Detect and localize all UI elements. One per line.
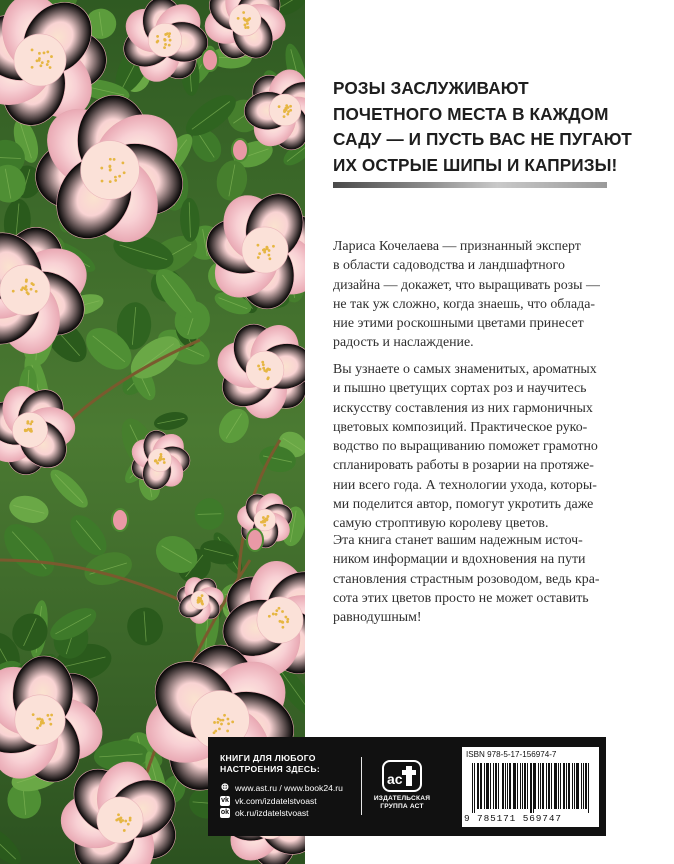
publisher-links [220, 782, 370, 820]
stamen [109, 169, 112, 172]
stamen [27, 292, 30, 295]
barcode-bar [548, 763, 549, 809]
stamen [260, 521, 263, 524]
stamen [160, 453, 163, 456]
barcode-bar [563, 763, 564, 809]
stamen [122, 161, 125, 164]
stamen [272, 245, 275, 248]
barcode-bar [502, 763, 503, 809]
barcode-bar [542, 763, 543, 809]
barcode-bar [493, 763, 494, 809]
barcode-bar [560, 763, 561, 809]
link-text: ok.ru/izdatelstvoast [235, 808, 309, 819]
headline-line: ПОЧЕТНОГО МЕСТА В КАЖДОМ [333, 103, 609, 124]
stamen [163, 461, 166, 464]
stamen [168, 35, 171, 38]
stamen [262, 516, 265, 519]
roses-illustration [0, 0, 305, 864]
text-line: цветовых композиций. Практическое руко- [333, 419, 588, 435]
barcode-bar [581, 763, 582, 809]
text-line: дизайна — докажет, что выращивать розы — [333, 277, 600, 293]
stamen [108, 165, 111, 168]
stamen [244, 24, 247, 27]
stamen [289, 105, 292, 108]
ast-logo [371, 760, 433, 811]
cover-photo-roses [0, 0, 305, 864]
barcode-bar [481, 763, 482, 809]
stamen [156, 41, 159, 44]
stamen [219, 719, 222, 722]
barcode-bar [577, 763, 578, 809]
stamen [46, 51, 49, 54]
stamen [156, 35, 159, 38]
stamen [267, 515, 270, 518]
stamen [129, 819, 132, 822]
rose-bud [247, 529, 263, 551]
text-line: ние этими роскошными цветами принесет [333, 316, 584, 332]
barcode-bar [558, 763, 559, 809]
stamen [283, 115, 286, 118]
stamen [286, 618, 289, 621]
stamen [227, 718, 230, 721]
stamen [124, 820, 127, 823]
isbn-text: ISBN 978-5-17-156974-7 [466, 750, 557, 759]
stamen [283, 110, 286, 113]
stamen [199, 597, 202, 600]
band-title-line: КНИГИ ДЛЯ ЛЮБОГО [220, 753, 316, 763]
stamen [220, 723, 223, 726]
barcode-bar [514, 763, 515, 809]
text-line: водство по выращиванию поможет грамотно [333, 439, 598, 455]
stamen [284, 616, 287, 619]
stamen [113, 158, 116, 161]
ast-logo-mark [382, 760, 422, 792]
stamen [258, 252, 261, 255]
band-title [220, 753, 320, 775]
caption-line: ИЗДАТЕЛЬСКАЯ [373, 795, 431, 802]
website-link[interactable] [220, 782, 370, 795]
stamen [279, 620, 282, 623]
stamen [286, 113, 289, 116]
stamen [41, 61, 44, 64]
barcode-bar [510, 763, 511, 809]
text-line: ником информации и вдохновения на пути [333, 552, 586, 568]
stamen [201, 594, 204, 597]
stamen [275, 613, 278, 616]
stamen [262, 367, 265, 370]
stamen [115, 819, 118, 822]
stamen [213, 731, 216, 734]
barcode-bar [498, 763, 499, 809]
stamen [26, 420, 29, 423]
barcode-bar [555, 763, 556, 809]
stamen [47, 60, 50, 63]
stamen [31, 420, 34, 423]
barcode-bar [524, 763, 525, 809]
barcode-bar [569, 763, 570, 809]
caption-line: ГРУППА АСТ [380, 803, 424, 811]
barcode-bar [566, 763, 567, 809]
barcode-bar [480, 763, 481, 809]
barcode-bar [576, 763, 577, 809]
stamen [31, 49, 34, 52]
barcode-bar [477, 763, 478, 809]
barcode-bar [490, 763, 491, 809]
stamen [263, 251, 266, 254]
stamen [49, 66, 52, 69]
stamen [109, 158, 112, 161]
barcode-bar [507, 763, 508, 809]
barcode-bar [531, 763, 532, 813]
stamen [31, 66, 34, 69]
stamen [50, 55, 53, 58]
text-line: искусству составления из них гармоничных [333, 400, 593, 416]
stamen [114, 176, 117, 179]
barcode-bar [538, 763, 539, 809]
barcode-bar [509, 763, 510, 809]
stamen [163, 38, 166, 41]
barcode-bar [517, 763, 518, 809]
barcode-bar [478, 763, 479, 809]
barcode-bar [522, 763, 523, 809]
stamen [259, 368, 262, 371]
barcode-bar [549, 763, 550, 809]
stamen [286, 620, 289, 623]
stamen [285, 104, 288, 107]
stamen [257, 256, 260, 259]
stamen [246, 22, 249, 25]
barcode-bar [496, 763, 497, 809]
stamen [35, 290, 38, 293]
stamen [263, 524, 266, 527]
headline-line: САДУ — И ПУСТЬ ВАС НЕ ПУГАЮТ [333, 129, 632, 149]
svg-text:ас: ас [387, 771, 403, 787]
stamen [118, 175, 121, 178]
barcode-bar [530, 763, 531, 813]
stamen [197, 601, 200, 604]
stamen [289, 109, 292, 112]
barcode-bar [487, 763, 488, 809]
stamen [267, 254, 270, 257]
vk-icon: vk [221, 796, 229, 804]
publisher-caption [371, 795, 433, 811]
ok-icon: ok [220, 809, 230, 817]
barcode-bar [586, 763, 587, 809]
stamen [156, 462, 159, 465]
stamen [281, 610, 284, 613]
stamen [121, 819, 124, 822]
barcode-bar [527, 763, 528, 809]
text-line: нии всего года. А технологии ухода, которы- [333, 477, 597, 493]
vk-link[interactable] [220, 795, 370, 808]
stamen [244, 26, 247, 29]
paragraph-closing [333, 531, 633, 627]
text-line: радость и наслаждение. [333, 335, 474, 351]
stamen [25, 278, 28, 281]
stamen [50, 714, 53, 717]
stamen [257, 365, 260, 368]
stamen [268, 615, 271, 618]
barcode-bar [556, 763, 557, 809]
stamen [38, 52, 41, 55]
rose-bud [232, 139, 248, 161]
isbn-barcode [462, 747, 599, 827]
barcode-bar [546, 763, 547, 809]
headline [333, 76, 633, 178]
stamen [159, 459, 162, 462]
stamen [226, 730, 229, 733]
stamen [49, 723, 52, 726]
stamen [213, 721, 216, 724]
stamen [43, 51, 46, 54]
stamen [237, 17, 240, 20]
stamen [164, 43, 167, 46]
stamen [32, 713, 35, 716]
text-line: равнодушным! [333, 610, 422, 626]
barcode-bar [513, 763, 514, 809]
barcode-bar [533, 763, 534, 813]
barcode-bar [484, 763, 485, 809]
barcode-bar [583, 763, 584, 809]
stamen [123, 171, 126, 174]
barcode-bar [588, 763, 589, 813]
stamen [282, 626, 285, 629]
stamen [100, 167, 103, 170]
stamen [12, 290, 15, 293]
stamen [223, 714, 226, 717]
text-line: становления страстным розоводом, ведь кра- [333, 571, 600, 587]
barcode-bars [472, 763, 590, 813]
stamen [261, 361, 264, 364]
barcode-bar [505, 763, 506, 809]
stamen [263, 248, 266, 251]
text-line: Вы узнаете о самых знаменитых, ароматных [333, 362, 597, 377]
stamen [46, 714, 49, 717]
stamen [117, 813, 120, 816]
stamen [200, 601, 203, 604]
stamen [48, 718, 51, 721]
rose-bud [202, 49, 218, 71]
stamen [278, 607, 281, 610]
barcode-bar [503, 763, 504, 809]
stamen [265, 246, 268, 249]
ok-link[interactable] [220, 807, 370, 820]
stamen [231, 720, 234, 723]
stamen [243, 17, 246, 20]
stamen [266, 377, 269, 380]
stamen [257, 244, 260, 247]
stamen [248, 17, 251, 20]
stamen [40, 722, 43, 725]
stamen [163, 46, 166, 49]
stamen [36, 59, 39, 62]
barcode-bar [540, 763, 541, 809]
barcode-bar [585, 763, 586, 809]
stamen [227, 722, 230, 725]
paragraph-author [333, 237, 633, 353]
stamen [36, 727, 39, 730]
stamen [39, 64, 42, 67]
stamen [275, 609, 278, 612]
text-line: и пышно цветущих сортах роз и научитесь [333, 381, 587, 397]
stamen [169, 39, 172, 42]
globe-icon: ⊕ [220, 782, 230, 794]
barcode-bar [554, 763, 555, 809]
stamen [27, 428, 30, 431]
text-line: Лариса Кочелаева — признанный эксперт [333, 239, 581, 254]
stamen [278, 105, 281, 108]
stamen [268, 257, 271, 260]
barcode-bar [535, 763, 536, 809]
stamen [162, 458, 165, 461]
text-line: спланировать работы в розарии на протяже- [333, 458, 594, 474]
text-line: самую строптивую королеву цветов. [333, 516, 549, 532]
stamen [30, 288, 33, 291]
text-line: Эта книга станет вашим надежным источ- [333, 533, 583, 548]
barcode-bar [495, 763, 496, 809]
stamen [272, 613, 275, 616]
headline-line: РОЗЫ ЗАСЛУЖИВАЮТ [333, 78, 529, 98]
band-separator [361, 757, 362, 815]
barcode-bar [578, 763, 579, 809]
barcode-digits: 9 785171 569747 [464, 813, 562, 824]
stamen [267, 368, 270, 371]
stamen [25, 285, 28, 288]
silver-divider [333, 182, 607, 188]
paragraph-content [333, 360, 633, 534]
stamen [46, 63, 49, 66]
barcode-bar [534, 763, 535, 809]
stamen [262, 363, 265, 366]
barcode-bar [568, 763, 569, 809]
barcode-bar [488, 763, 489, 809]
barcode-bar [543, 763, 544, 809]
barcode-bar [520, 763, 521, 809]
barcode-bar [551, 763, 552, 809]
stamen [268, 249, 271, 252]
stamen [242, 11, 245, 14]
text-line: в области садоводства и ландшафтного [333, 258, 565, 274]
stamen [101, 180, 104, 183]
barcode-bar [486, 763, 487, 809]
stamen [127, 823, 130, 826]
text-line: ми поделится автор, помогут укротить даже [333, 497, 594, 513]
rose-bud [112, 509, 128, 531]
band-title-line: НАСТРОЕНИЯ ЗДЕСЬ: [220, 764, 321, 774]
link-text: www.ast.ru / www.book24.ru [235, 783, 343, 794]
stamen [164, 33, 167, 36]
text-line: сота этих цветов просто не может оставить [333, 590, 589, 606]
barcode-bar [472, 763, 473, 813]
stamen [123, 829, 126, 832]
stamen [114, 179, 117, 182]
stamen [216, 721, 219, 724]
barcode-bar [474, 763, 475, 813]
barcode-bar [572, 763, 573, 809]
stamen [281, 621, 284, 624]
link-text: vk.com/izdatelstvoast [235, 795, 317, 806]
stamen [218, 727, 221, 730]
stamen [222, 719, 225, 722]
text-line: не так уж сложно, когда знаешь, что облада- [333, 296, 595, 312]
stamen [36, 718, 39, 721]
barcode-bar [525, 763, 526, 809]
barcode-bar [574, 763, 575, 809]
stamen [168, 44, 171, 47]
stamen [109, 180, 112, 183]
stamen [263, 519, 266, 522]
stamen [30, 282, 33, 285]
barcode-bar [564, 763, 565, 809]
barcode-bar [515, 763, 516, 809]
headline-line: ИХ ОСТРЫЕ ШИПЫ И КАПРИЗЫ! [333, 154, 618, 175]
